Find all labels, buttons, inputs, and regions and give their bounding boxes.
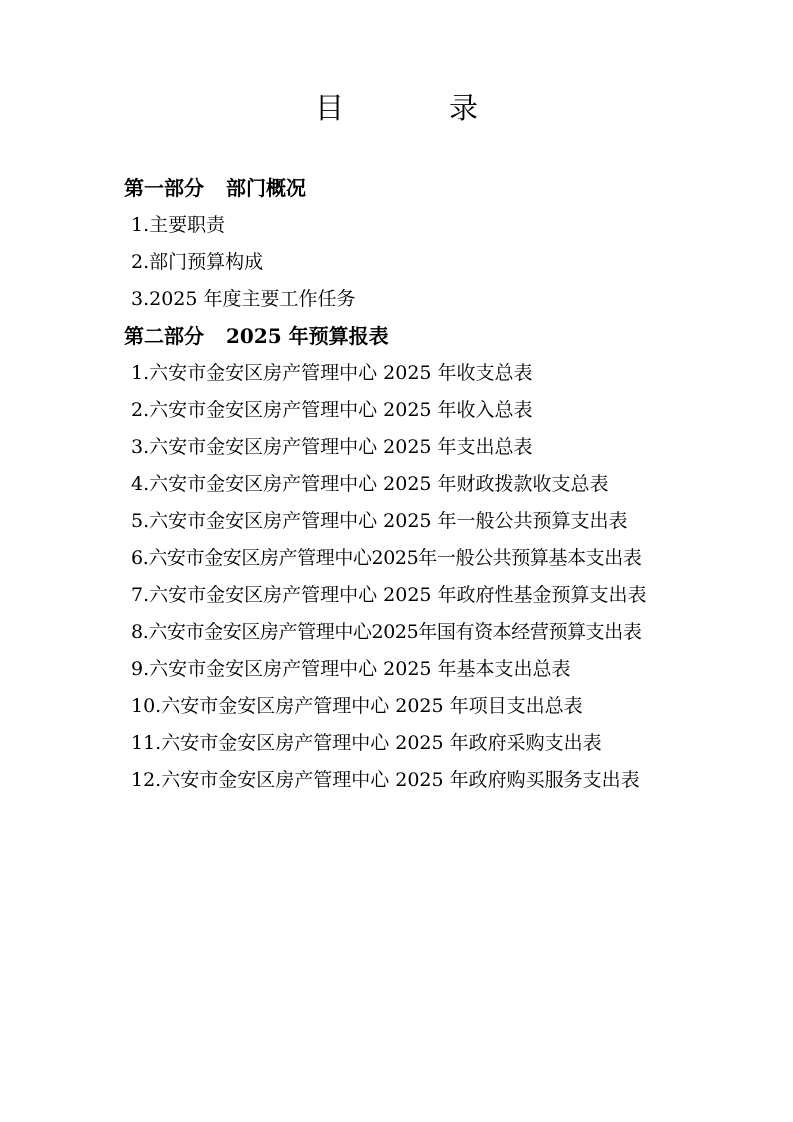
toc-item-table-1[interactable]: 1.六安市金安区房产管理中心 2025 年收支总表 <box>131 362 533 384</box>
page-title: 目 录 <box>314 91 516 125</box>
toc-item-table-5[interactable]: 5.六安市金安区房产管理中心 2025 年一般公共预算支出表 <box>131 510 628 532</box>
toc-item-budget-structure[interactable]: 2.部门预算构成 <box>131 251 264 273</box>
toc-item-main-duties[interactable]: 1.主要职责 <box>131 214 226 236</box>
section-title: 部门概况 <box>226 176 306 200</box>
toc-item-table-7[interactable]: 7.六安市金安区房产管理中心 2025 年政府性基金预算支出表 <box>131 584 647 606</box>
table-of-contents <box>124 170 764 799</box>
toc-item-table-6[interactable]: 6.六安市金安区房产管理中心2025年一般公共预算基本支出表 <box>131 547 642 569</box>
section-part-label: 第二部分 <box>124 324 204 348</box>
toc-item-work-tasks[interactable]: 3.2025 年度主要工作任务 <box>131 288 356 310</box>
toc-item-table-8[interactable]: 8.六安市金安区房产管理中心2025年国有资本经营预算支出表 <box>131 621 642 643</box>
toc-item-table-10[interactable]: 10.六安市金安区房产管理中心 2025 年项目支出总表 <box>131 695 583 717</box>
section-part-label: 第一部分 <box>124 176 204 200</box>
toc-item-table-3[interactable]: 3.六安市金安区房产管理中心 2025 年支出总表 <box>131 436 533 458</box>
section-title: 2025 年预算报表 <box>226 324 389 348</box>
toc-item-table-2[interactable]: 2.六安市金安区房产管理中心 2025 年收入总表 <box>131 399 533 421</box>
section-heading-part-1[interactable] <box>124 170 764 207</box>
section-heading-part-2[interactable] <box>124 318 764 355</box>
toc-item-table-11[interactable]: 11.六安市金安区房产管理中心 2025 年政府采购支出表 <box>131 732 602 754</box>
toc-item-table-4[interactable]: 4.六安市金安区房产管理中心 2025 年财政拨款收支总表 <box>131 473 609 495</box>
toc-item-table-9[interactable]: 9.六安市金安区房产管理中心 2025 年基本支出总表 <box>131 658 571 680</box>
toc-item-table-12[interactable]: 12.六安市金安区房产管理中心 2025 年政府购买服务支出表 <box>131 769 640 791</box>
